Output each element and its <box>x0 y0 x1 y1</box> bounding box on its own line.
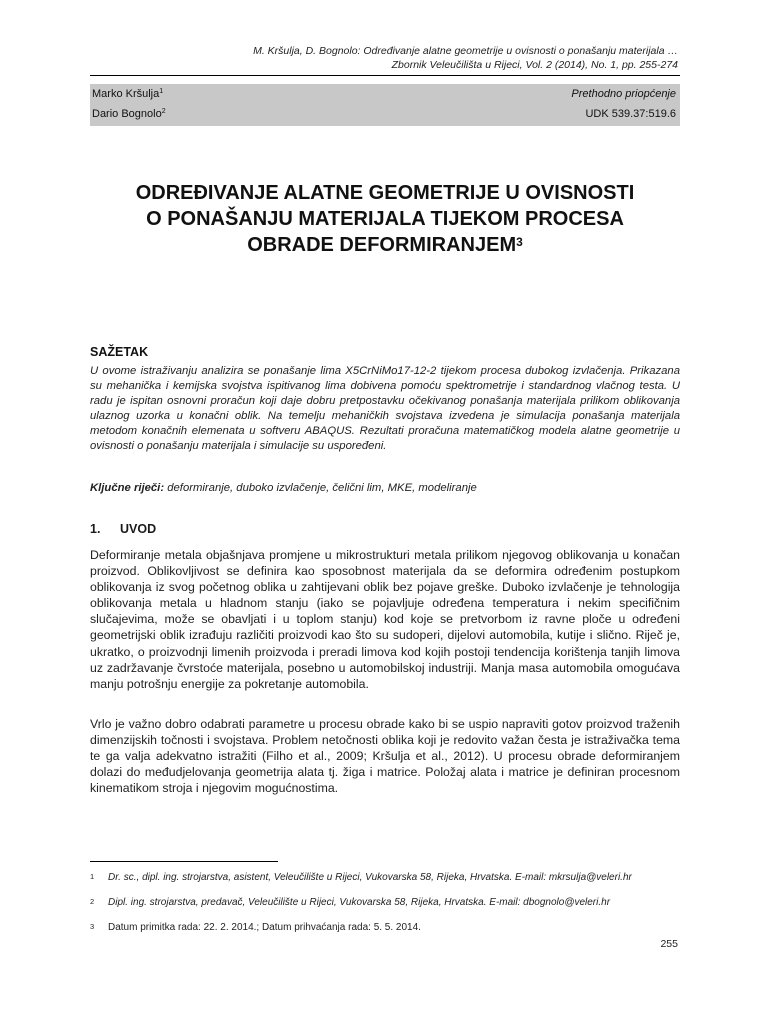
footnote-3-number: 3 <box>90 922 95 931</box>
running-head-journal: Zbornik Veleučilišta u Rijeci, Vol. 2 (2014), No. 1, pp. 255-274 <box>391 59 678 71</box>
abstract-heading: SAŽETAK <box>90 345 149 359</box>
footnote-2-text: Dipl. ing. strojarstva, predavač, Veleučilište u Rijeci, Vukovarska 58, Rijeka, Hrvatska. E-mail: dbognolo@veleri.hr <box>108 897 611 908</box>
udk-code: UDK 539.37:519.6 <box>585 108 676 120</box>
author-info-bar <box>90 84 680 126</box>
paper-type: Prethodno priopćenje <box>571 88 676 100</box>
author-1 <box>92 85 163 103</box>
abstract-text: U ovome istraživanju analizira se ponašanje lima X5CrNiMo17-12-2 tijekom procesa dubokog izvlačenja. Prikazana su mehanička i kemijska svojstva ispitivanog lima dobivena pomoću spektrometrije i standardnog vlačnog testa. U radu je ispitan osnovni proračun koji daje dobru pretpostavku očekivanog ponašanja materijala prilikom oblikovanja ulaznog uzorka u konačni oblik. Na temelju mehaničkih svojstava izvedena je simulacija ponašanja materijala metodom konačnih elemenata u softveru ABAQUS. Rezultati proračuna matematičkog modela alatne geometrije u ovisnosti o ponašanju materijala i simulacije su uspoređeni. <box>90 365 680 452</box>
running-head-citation: M. Kršulja, D. Bognolo: Određivanje alatne geometrije u ovisnosti o ponašanju materijala … <box>253 45 678 57</box>
page-number: 255 <box>660 938 678 950</box>
section-number: 1. <box>90 522 101 536</box>
footnote-3 <box>90 922 680 935</box>
footnote-2-number: 2 <box>90 897 95 906</box>
author-2 <box>92 105 166 123</box>
title-line-3: OBRADE DEFORMIRANJEM <box>247 234 517 256</box>
footnote-rule <box>90 861 278 862</box>
author-row-1 <box>92 85 676 103</box>
keywords-text: deformiranje, duboko izvlačenje, čelični lim, MKE, modeliranje <box>167 482 477 494</box>
keywords <box>90 481 680 496</box>
author-row-2 <box>92 105 676 123</box>
title-line-1: ODREĐIVANJE ALATNE GEOMETRIJE U OVISNOSTI <box>135 182 635 204</box>
title-line-2: O PONAŠANJU MATERIJALA TIJEKOM PROCESA <box>146 208 624 230</box>
keywords-label: Ključne riječi: <box>90 482 165 494</box>
footnote-1-text: Dr. sc., dipl. ing. strojarstva, asistent, Veleučilište u Rijeci, Vukovarska 58, Rijeka, Hrvatska. E-mail: mkrsulja@veleri.hr <box>108 872 632 883</box>
footnote-1 <box>90 872 680 885</box>
footnote-2 <box>90 897 680 910</box>
author-1-name: Marko Kršulja <box>92 88 160 100</box>
header-rule <box>90 75 680 76</box>
footnote-1-number: 1 <box>90 872 95 881</box>
paper-title <box>90 180 680 258</box>
footnote-3-text: Datum primitka rada: 22. 2. 2014.; Datum prihvaćanja rada: 5. 5. 2014. <box>108 922 421 933</box>
title-line-3-wrap <box>90 232 680 258</box>
running-head <box>78 44 678 72</box>
author-2-footnote-ref: 2 <box>161 108 166 115</box>
author-2-name: Dario Bognolo <box>92 108 162 120</box>
section-title: UVOD <box>120 522 157 536</box>
body-paragraph-2: Vrlo je važno dobro odabrati parametre u procesu obrade kako bi se uspio napraviti gotov proizvod traženih dimenzijskih točnosti i svojstava. Problem netočnosti oblika koji je redovito važan česta je istraživačka tema te ga valja adekvatno istražiti (Filho et al., 2009; Kršulja et al., 2012). U procesu obrade deformiranjem dolazi do međudjelovanja geometrija alata tj. žiga i matrice. Položaj alata i matrice je definiran procesnom kinematikom stroja i njegovim mogućnostima. <box>90 717 680 796</box>
title-footnote-ref: 3 <box>516 235 523 249</box>
author-1-footnote-ref: 1 <box>159 88 164 95</box>
body-paragraph-1: Deformiranje metala objašnjava promjene u mikrostrukturi metala prilikom njegovog oblikovanja u konačan proizvod. Oblikovljivost se definira kao sposobnost materijala da se deformira određenim postupkom oblikovanja iz svog početnog oblika u zahtijevani oblik bez pojave greške. Duboko izvlačenje je tehnologija oblikovanja metala u hladnom stanju (iako se pojavljuje određena temperatura i nekim specifičnim slučajevima, može se obavljati i u toplom stanju) kod koje se pretvorbom iz ravne ploče u određeni geometrijski oblik izrađuju različiti proizvodi kao što su sudoperi, dijelovi automobila, kutije i slično. Riječ je, ukratko, o proizvodnji limenih proizvoda i preradi limova kod kojih postoji tendencija korištenja tanjih limova uz zadržavanje čvrstoće materijala, posebno u automobilskoj industriji. Manja masa automobila omogućava manju potrošnju energije za pokretanje automobila. <box>90 548 680 691</box>
